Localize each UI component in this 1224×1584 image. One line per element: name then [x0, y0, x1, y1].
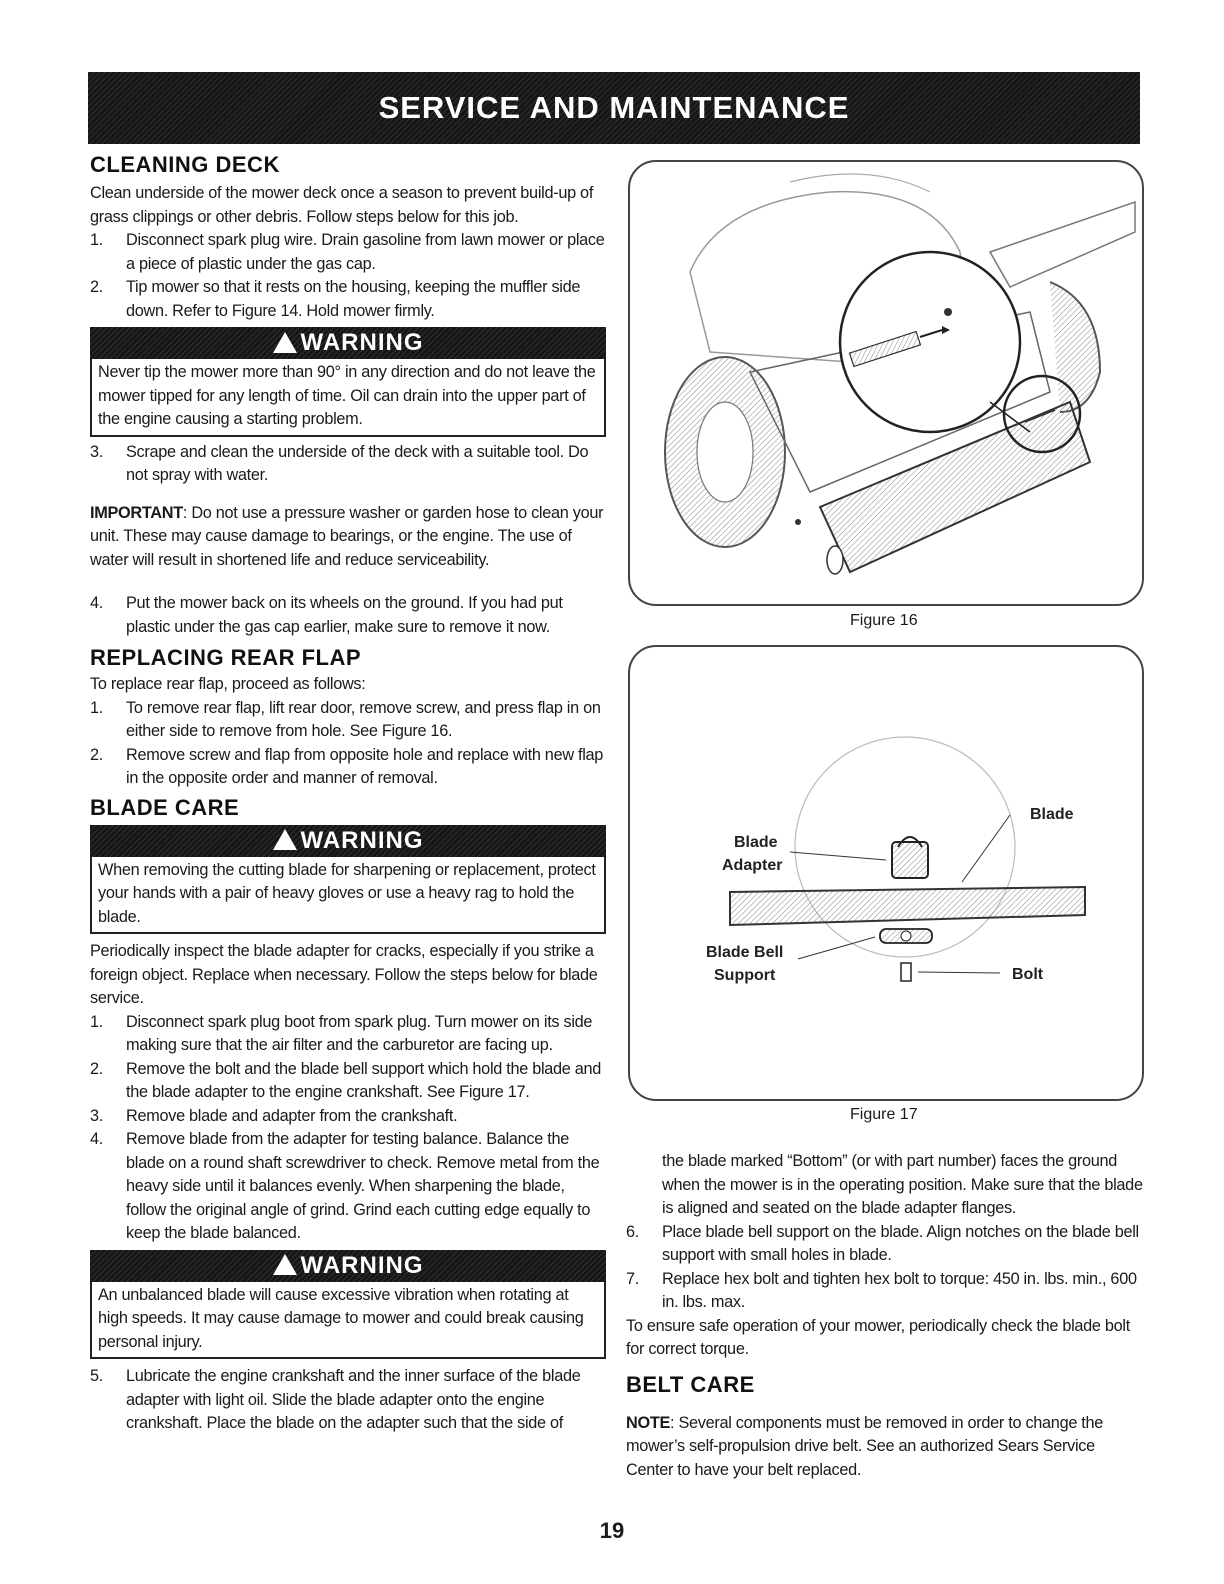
- warning-title: WARNING: [300, 1251, 424, 1279]
- step-number: 2.: [90, 278, 103, 296]
- step-number: 1.: [90, 1012, 103, 1031]
- rear-flap-illustration: [630, 162, 1142, 604]
- section-title: SERVICE AND MAINTENANCE: [378, 90, 850, 125]
- figure-17-frame: [628, 645, 1144, 1101]
- rear-flap-intro: To replace rear flap, proceed as follows:: [90, 675, 366, 693]
- step-number: 3.: [90, 1106, 103, 1125]
- step-text: Tip mower so that it rests on the housing, keeping the muffler side down. Refer to Figure 14. Hold mower firmly.: [126, 278, 581, 320]
- important-note: [90, 502, 606, 573]
- step-number: 7.: [626, 1269, 639, 1288]
- step-text: Remove the bolt and the blade bell support which hold the blade and the blade adapter to the engine crankshaft. See Figure 17.: [126, 1059, 602, 1101]
- warning-icon: [273, 332, 297, 353]
- step-text: Place blade bell support on the blade. Align notches on the blade bell support with small holes in blade.: [662, 1222, 1139, 1264]
- warning-text: When removing the cutting blade for sharpening or replacement, protect your hands with a pair of heavy gloves or use a heavy rag to hold the blade.: [98, 860, 596, 926]
- step-number: 4.: [90, 594, 103, 612]
- belt-care-heading: BELT CARE: [626, 1371, 755, 1397]
- label-blade: Blade: [1030, 806, 1074, 823]
- blade-intro: Periodically inspect the blade adapter for cracks, especially if you strike a foreign object. Replace when necessary. Follow the steps below for blade service.: [90, 942, 598, 1007]
- step-text: Replace hex bolt and tighten hex bolt to torque: 450 in. lbs. min., 600 in. lbs. max.: [662, 1269, 1137, 1311]
- important-label: IMPORTANT: [90, 503, 183, 522]
- step-text: Disconnect spark plug boot from spark plug. Turn mower on its side making sure that the air filter and the carburetor are facing up.: [126, 1012, 593, 1054]
- list-item: [90, 1365, 606, 1436]
- figure-16-frame: [628, 160, 1144, 606]
- list-item: [90, 1105, 606, 1129]
- blade-steps-cont: [626, 1221, 1144, 1315]
- step-text: Remove blade and adapter from the crankshaft.: [126, 1106, 458, 1125]
- label-bolt: Bolt: [1012, 966, 1044, 983]
- warning-box-unbalanced: [90, 1250, 606, 1360]
- cleaning-steps-cont: [90, 441, 606, 488]
- warning-icon: [273, 829, 297, 850]
- cleaning-steps: [90, 229, 606, 323]
- list-item: [90, 592, 606, 639]
- step-number: 3.: [90, 442, 103, 461]
- blade-closing: To ensure safe operation of your mower, periodically check the blade bolt for correct torque.: [626, 1316, 1130, 1358]
- step-number: 2.: [90, 1059, 103, 1078]
- note-text: : Several components must be removed in order to change the mower’s self-propulsion drive belt. See an authorized Sears Service Center to have your belt replaced.: [626, 1413, 1104, 1479]
- step-text: Scrape and clean the underside of the deck with a suitable tool. Do not spray with water.: [126, 442, 589, 484]
- list-item: [90, 1058, 606, 1105]
- cleaning-intro: Clean underside of the mower deck once a season to prevent build-up of grass clippings or other debris. Follow steps below for this job.: [90, 184, 594, 226]
- warning-title: WARNING: [300, 329, 424, 356]
- warning-header: [90, 825, 606, 857]
- step-number: 1.: [90, 698, 103, 717]
- warning-title: WARNING: [300, 826, 424, 854]
- step-number: 1.: [90, 231, 103, 249]
- list-item: [90, 229, 606, 276]
- warning-body: [90, 359, 606, 437]
- page-number: 19: [599, 1518, 625, 1543]
- cleaning-deck-heading: CLEANING DECK: [90, 152, 280, 177]
- step-text: Remove screw and flap from opposite hole and replace with new flap in the opposite order and manner of removal.: [126, 745, 604, 787]
- list-item: [626, 1221, 1144, 1268]
- label-bell-support-1: Blade Bell: [706, 944, 784, 961]
- blade-step-5-cont: the blade marked “Bottom” (or with part number) faces the ground when the mower is in the operating position. Make sure that the blade is aligned and seated on the blade adapter flanges.: [662, 1152, 1143, 1217]
- step-number: 6.: [626, 1222, 639, 1241]
- blade-care-heading: BLADE CARE: [90, 794, 240, 820]
- rear-flap-heading: REPLACING REAR FLAP: [90, 645, 362, 670]
- warning-box-tipping: [90, 327, 606, 437]
- important-text: : Do not use a pressure washer or garden hose to clean your unit. These may cause damage to bearings, or the engine. The use of water will result in shortened life and reduce serviceability.: [90, 503, 604, 569]
- list-item: [90, 276, 606, 323]
- list-item: [90, 697, 606, 744]
- label-bell-support-2: Support: [714, 967, 776, 984]
- cleaning-step-4: [90, 592, 606, 639]
- list-item: [90, 744, 606, 791]
- figure-17-caption: Figure 17: [850, 1106, 918, 1123]
- label-blade-adapter-1: Blade: [734, 834, 778, 851]
- step-text: Lubricate the engine crankshaft and the inner surface of the blade adapter with light oil. Slide the blade adapter onto the engine crankshaft. Place the blade on the adapter such that the side of: [126, 1367, 581, 1432]
- warning-icon: [273, 1254, 297, 1275]
- list-item: [90, 1128, 606, 1246]
- warning-body: [90, 857, 606, 935]
- step-number: 2.: [90, 745, 103, 764]
- step-number: 4.: [90, 1130, 103, 1148]
- warning-text: Never tip the mower more than 90° in any direction and do not leave the mower tipped for any length of time. Oil can drain into the upper part of the engine causing a starting problem.: [98, 363, 596, 428]
- warning-header: [90, 327, 606, 359]
- warning-text: An unbalanced blade will cause excessive vibration when rotating at high speeds. It may cause damage to mower and could break causing personal injury.: [98, 1285, 584, 1351]
- step-text: Put the mower back on its wheels on the ground. If you had put plastic under the gas cap earlier, make sure to remove it now.: [126, 594, 563, 636]
- step-text: Disconnect spark plug wire. Drain gasoline from lawn mower or place a piece of plastic under the gas cap.: [126, 231, 605, 273]
- warning-box-gloves: [90, 825, 606, 935]
- step-text: To remove rear flap, lift rear door, remove screw, and press flap in on either side to remove from hole. See Figure 16.: [126, 698, 601, 740]
- step-text: Remove blade from the adapter for testing balance. Balance the blade on a round shaft screwdriver to check. Remove metal from the heavy side until it balances evenly. When sharpening the blade, follow the original angle of grind. Grind each cutting edge equally to keep the blade balanced.: [126, 1130, 600, 1242]
- blade-assembly-illustration: [630, 647, 1142, 1099]
- note-label: NOTE: [626, 1413, 671, 1432]
- blade-step-5: [90, 1365, 606, 1436]
- label-blade-adapter-2: Adapter: [722, 857, 783, 874]
- list-item: [90, 441, 606, 488]
- list-item: [90, 1011, 606, 1058]
- figure-16-caption: Figure 16: [850, 612, 918, 629]
- list-item: [626, 1268, 1144, 1315]
- blade-steps: [90, 1011, 606, 1246]
- warning-header: [90, 1250, 606, 1282]
- belt-note: [626, 1412, 1144, 1483]
- step-number: 5.: [90, 1367, 103, 1385]
- rear-flap-steps: [90, 697, 606, 791]
- right-column: [626, 1150, 1144, 1482]
- left-column: [90, 152, 606, 1436]
- section-banner: [88, 72, 1140, 144]
- warning-body: [90, 1282, 606, 1360]
